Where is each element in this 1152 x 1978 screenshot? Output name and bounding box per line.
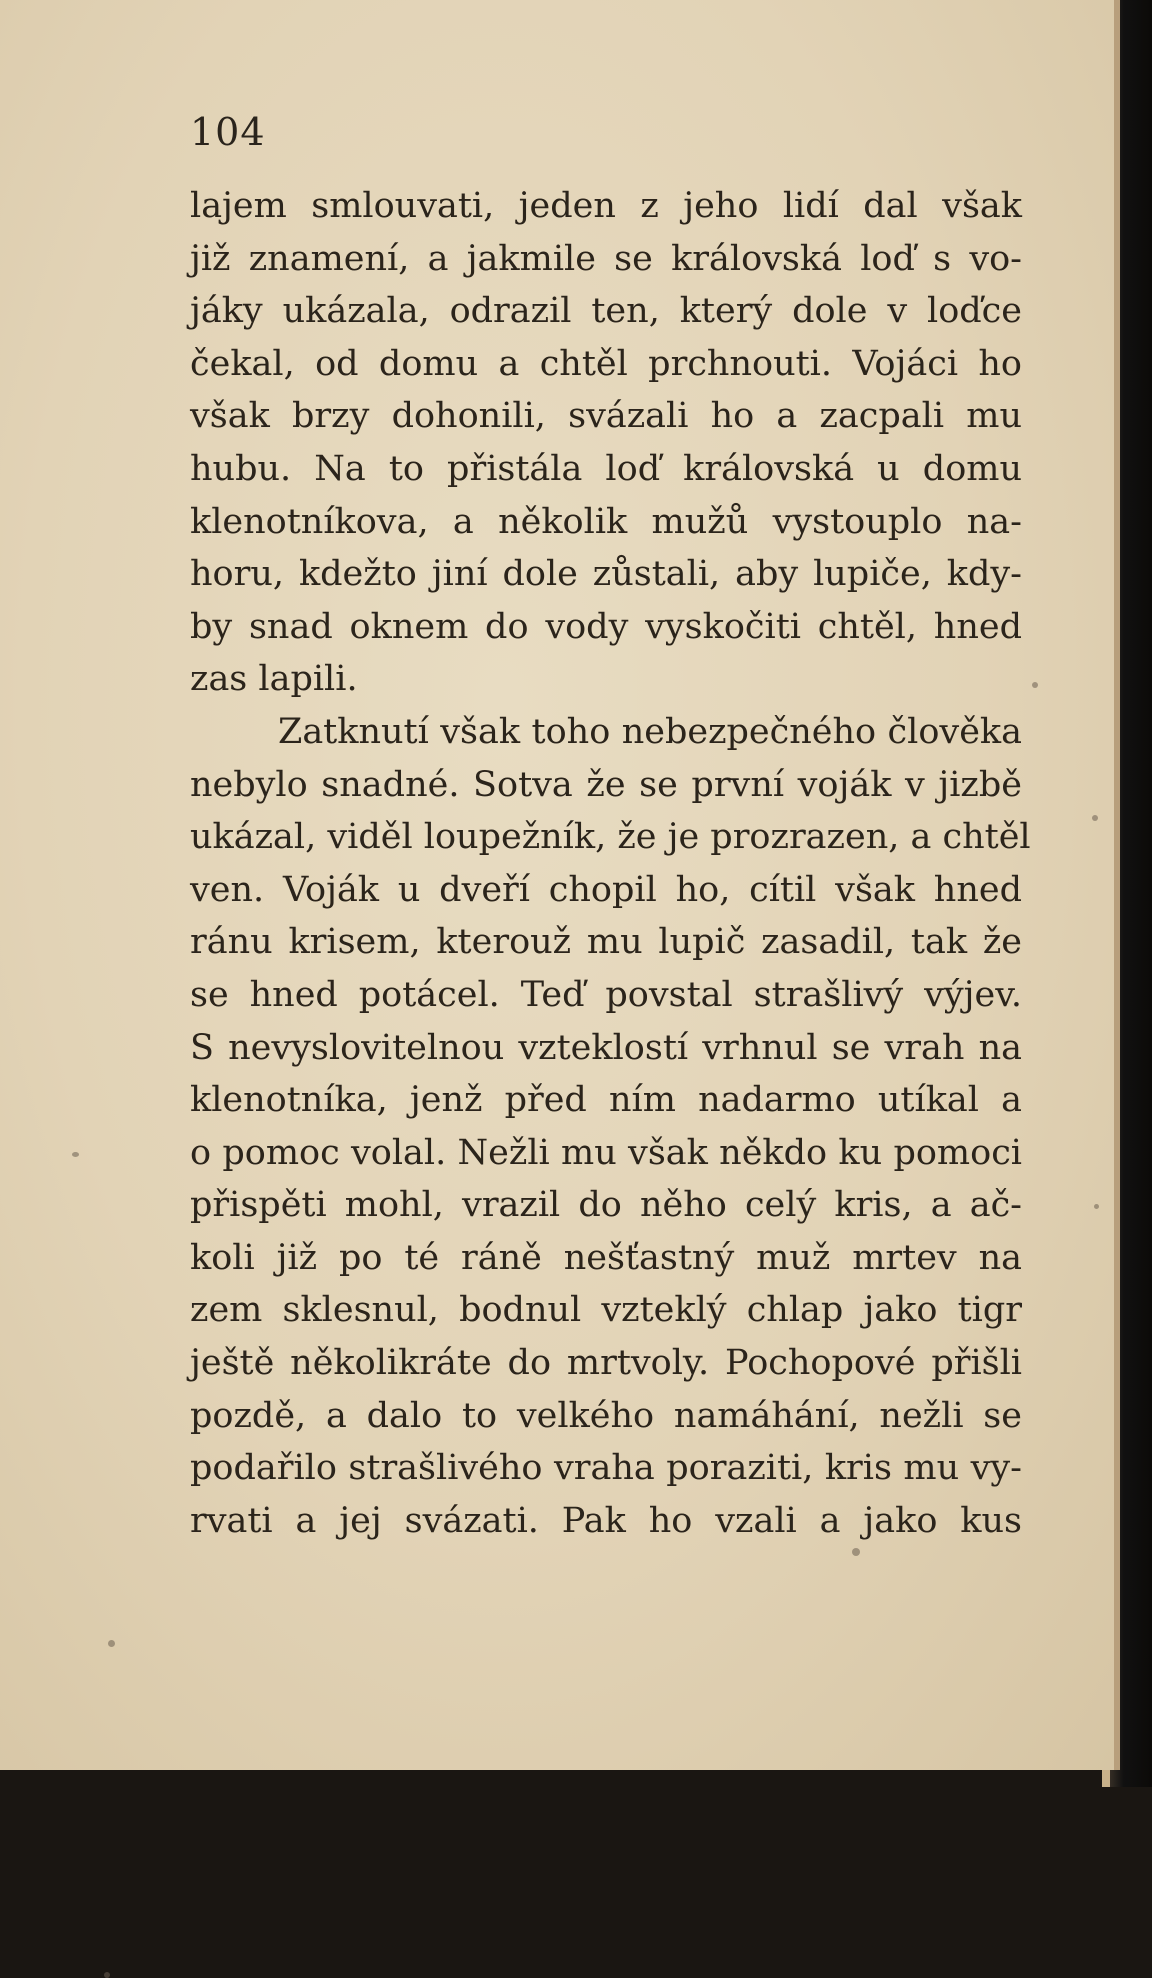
text-line: přispěti mohl, vrazil do něho celý kris, a ač- bbox=[190, 1185, 1022, 1226]
text-line: klenotníkova, a několik mužů vystouplo na- bbox=[190, 501, 1022, 542]
text-line: jáky ukázala, odrazil ten, který dole v loďce bbox=[190, 291, 1022, 332]
text-line: však brzy dohonili, svázali ho a zacpali mu bbox=[190, 396, 1022, 437]
text-line: ukázal, viděl loupežník, že je prozrazen, a chtěl bbox=[190, 817, 1031, 858]
text-line: podařilo strašlivého vraha poraziti, kris mu vy- bbox=[190, 1448, 1022, 1489]
text-line: horu, kdežto jiní dole zůstali, aby lupiče, kdy- bbox=[190, 554, 1022, 595]
paper-speck bbox=[72, 1152, 79, 1157]
text-line: ven. Voják u dveří chopil ho, cítil však hned bbox=[190, 869, 1022, 910]
text-line: se hned potácel. Teď povstal strašlivý výjev. bbox=[190, 974, 1022, 1015]
paper-speck bbox=[852, 1548, 860, 1556]
text-line: o pomoc volal. Nežli mu však někdo ku pomoci bbox=[190, 1132, 1022, 1173]
paper-speck bbox=[1094, 1204, 1099, 1209]
text-line-indented: Zatknutí však toho nebezpečného člověka bbox=[278, 711, 1022, 752]
text-line: klenotníka, jenž před ním nadarmo utíkal a bbox=[190, 1080, 1022, 1121]
paper-speck bbox=[108, 1640, 115, 1647]
text-line: zem sklesnul, bodnul vzteklý chlap jako tigr bbox=[190, 1290, 1022, 1331]
text-line: by snad oknem do vody vyskočiti chtěl, hned bbox=[190, 606, 1022, 647]
paper-speck bbox=[1032, 682, 1038, 688]
text-line: nebylo snadné. Sotva že se první voják v jizbě bbox=[190, 764, 1022, 805]
text-line: zas lapili. bbox=[190, 659, 358, 700]
paper-speck bbox=[1092, 815, 1098, 821]
text-line: rvati a jej svázati. Pak ho vzali a jako kus bbox=[190, 1500, 1022, 1541]
body-text bbox=[190, 180, 1031, 1547]
page-number: 104 bbox=[190, 110, 266, 154]
text-line: lajem smlouvati, jeden z jeho lidí dal však bbox=[190, 186, 1022, 226]
text-line: hubu. Na to přistála loď královská u domu bbox=[190, 448, 1022, 489]
text-line: S nevyslovitelnou vzteklostí vrhnul se vrah na bbox=[190, 1027, 1022, 1068]
text-line: pozdě, a dalo to velkého namáhání, nežli se bbox=[190, 1395, 1022, 1436]
text-line: ránu krisem, kterouž mu lupič zasadil, tak že bbox=[190, 922, 1022, 963]
paper-speck bbox=[104, 1972, 110, 1978]
text-line: čekal, od domu a chtěl prchnouti. Vojáci ho bbox=[190, 343, 1022, 384]
text-line: ještě několikráte do mrtvoly. Pochopové přišli bbox=[190, 1343, 1022, 1384]
text-line: koli již po té ráně nešťastný muž mrtev na bbox=[190, 1237, 1022, 1278]
text-line: již znamení, a jakmile se královská loď s vo- bbox=[190, 238, 1022, 279]
